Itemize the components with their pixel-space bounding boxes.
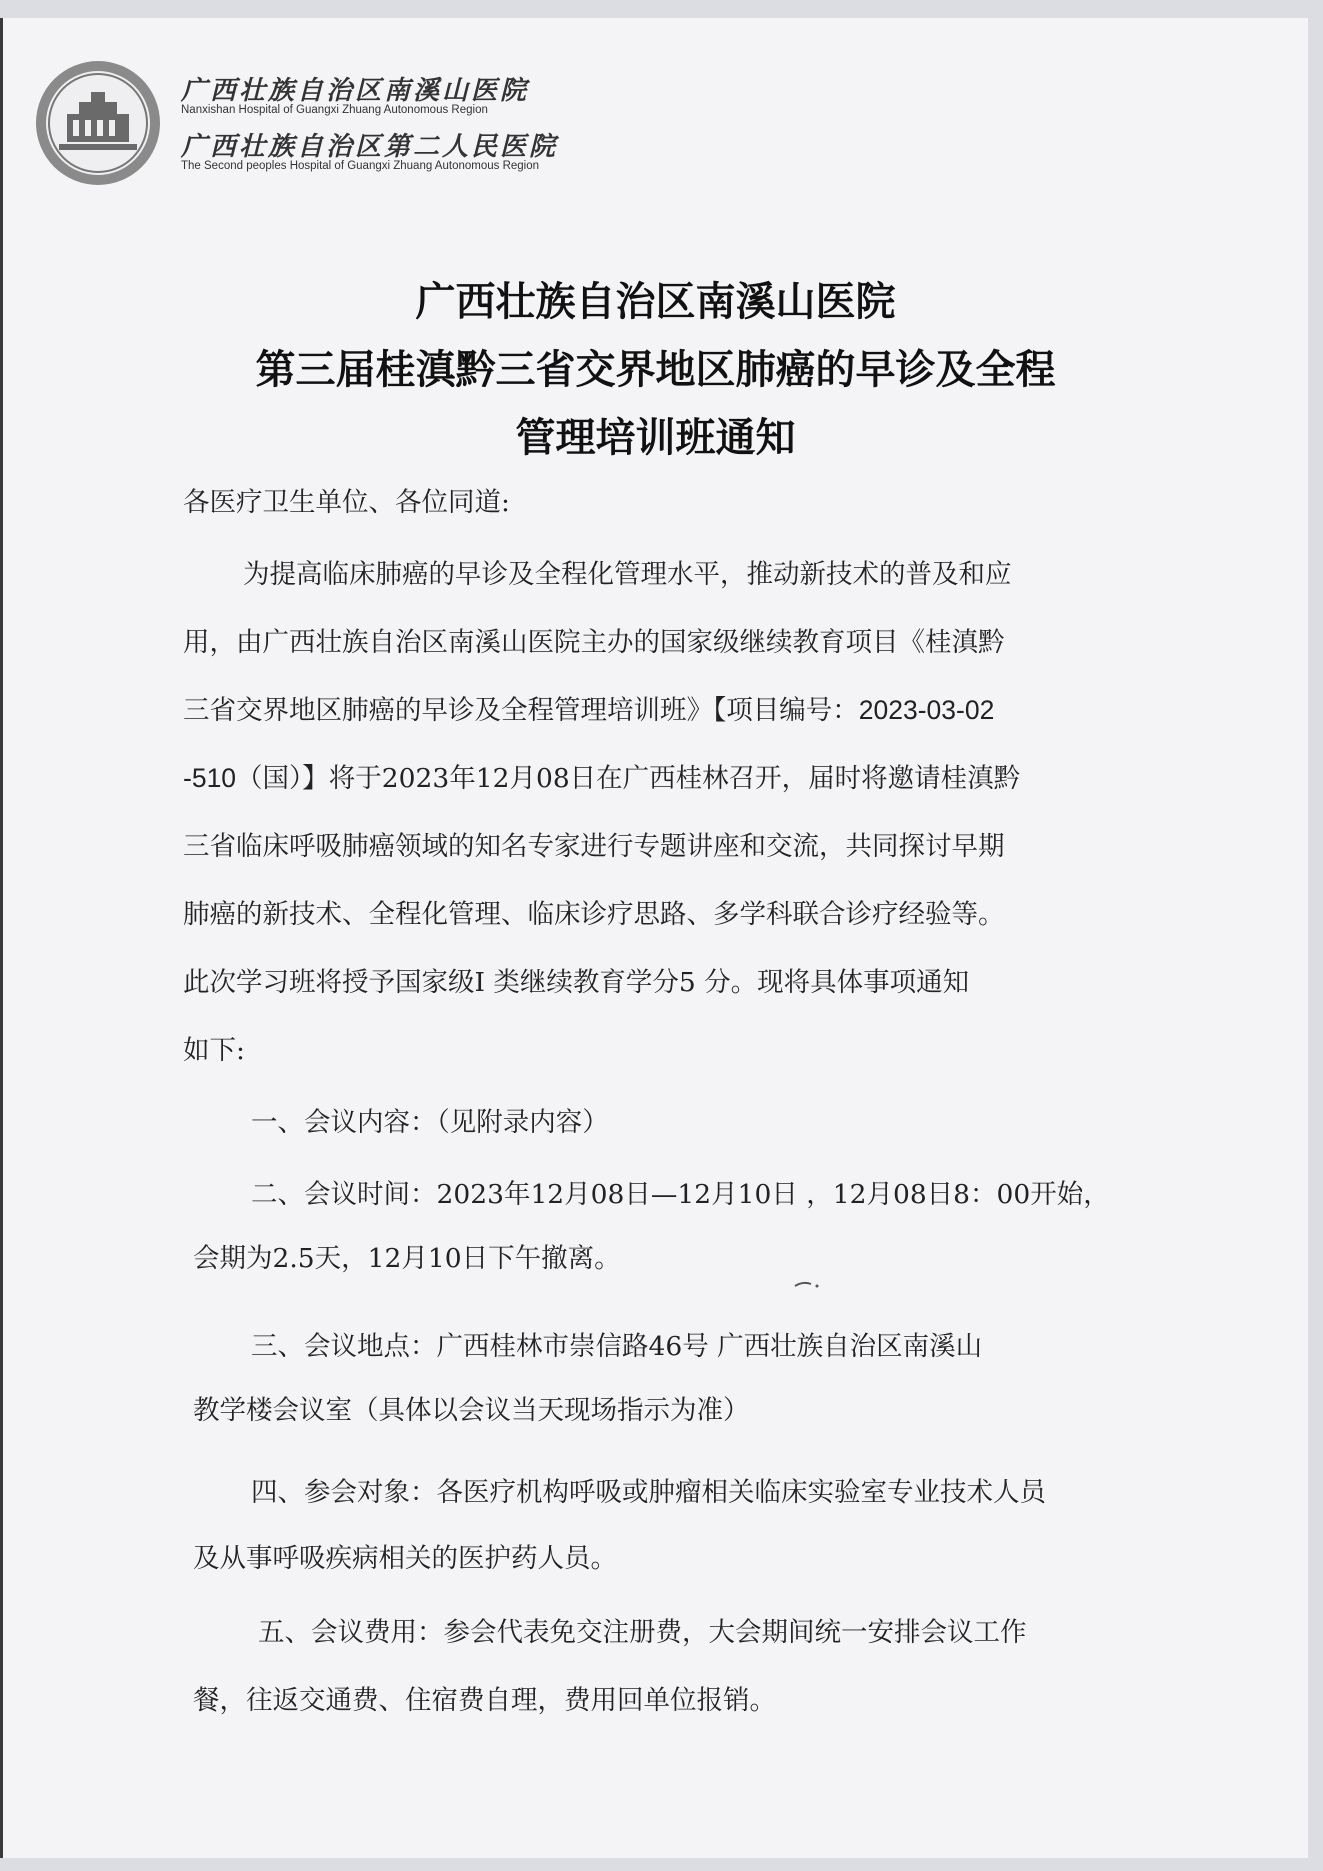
intro-text: （国）】将于2023年12月08日在广西桂林召开，届时将邀请桂滇黔 bbox=[236, 763, 1021, 794]
hospital-name-secondary-en: The Second peoples Hospital of Guangxi Zhuang Autonomous Region bbox=[181, 160, 540, 172]
item-meeting-place-cont: 教学楼会议室（具体以会议当天现场指示为准） bbox=[193, 1395, 750, 1426]
hospital-name-primary: 广西壮族自治区南溪山医院 bbox=[181, 76, 530, 106]
page-title-line-2: 第三届桂滇黔三省交界地区肺癌的早诊及全程 bbox=[255, 347, 1056, 393]
page-title-line-3: 管理培训班通知 bbox=[515, 415, 796, 461]
intro-line: 用，由广西壮族自治区南溪山医院主办的国家级继续教育项目《桂滇黔 bbox=[183, 627, 1005, 658]
item-meeting-place: 三、会议地点：广西桂林市崇信路46号 广西壮族自治区南溪山 bbox=[251, 1331, 983, 1362]
hospital-name-secondary: 广西壮族自治区第二人民医院 bbox=[181, 132, 559, 162]
hospital-emblem-icon bbox=[33, 58, 163, 188]
item-meeting-content: 一、会议内容：（见附录内容） bbox=[251, 1107, 609, 1138]
item-meeting-time: 二、会议时间：2023年12月08日—12月10日 ，12月08日8：00开始， bbox=[251, 1179, 1110, 1210]
intro-line: 如下: bbox=[183, 1035, 245, 1066]
intro-line: 三省临床呼吸肺癌领域的知名专家进行专题讲座和交流，共同探讨早期 bbox=[183, 831, 1005, 862]
intro-line bbox=[183, 756, 1020, 795]
scan-speck bbox=[793, 1280, 823, 1290]
item-meeting-time-cont: 会期为2.5天，12月10日下午撤离。 bbox=[193, 1243, 621, 1274]
project-number-suffix: -510 bbox=[183, 763, 237, 793]
intro-line bbox=[183, 688, 994, 727]
intro-text: 三省交界地区肺癌的早诊及全程管理培训班》【项目编号： bbox=[183, 695, 859, 726]
intro-line: 为提高临床肺癌的早诊及全程化管理水平，推动新技术的普及和应 bbox=[243, 559, 1012, 590]
item-fees-cont: 餐，往返交通费、住宿费自理，费用回单位报销。 bbox=[193, 1685, 776, 1716]
intro-line: 此次学习班将授予国家级Ⅰ 类继续教育学分5 分。现将具体事项通知 bbox=[183, 967, 970, 998]
letterhead bbox=[33, 48, 593, 188]
item-participants-cont: 及从事呼吸疾病相关的医护药人员。 bbox=[193, 1543, 617, 1574]
salutation: 各医疗卫生单位、各位同道: bbox=[183, 487, 510, 518]
item-participants: 四、参会对象：各医疗机构呼吸或肿瘤相关临床实验室专业技术人员 bbox=[251, 1477, 1046, 1508]
project-number: 2023-03-02 bbox=[858, 695, 995, 725]
hospital-name-primary-en: Nanxishan Hospital of Guangxi Zhuang Autonomous Region bbox=[181, 104, 488, 116]
page-title-line-1: 广西壮族自治区南溪山医院 bbox=[415, 279, 896, 325]
item-fees: 五、会议费用：参会代表免交注册费，大会期间统一安排会议工作 bbox=[258, 1617, 1027, 1648]
document-page bbox=[0, 18, 1308, 1858]
intro-line: 肺癌的新技术、全程化管理、临床诊疗思路、多学科联合诊疗经验等。 bbox=[183, 899, 1005, 930]
